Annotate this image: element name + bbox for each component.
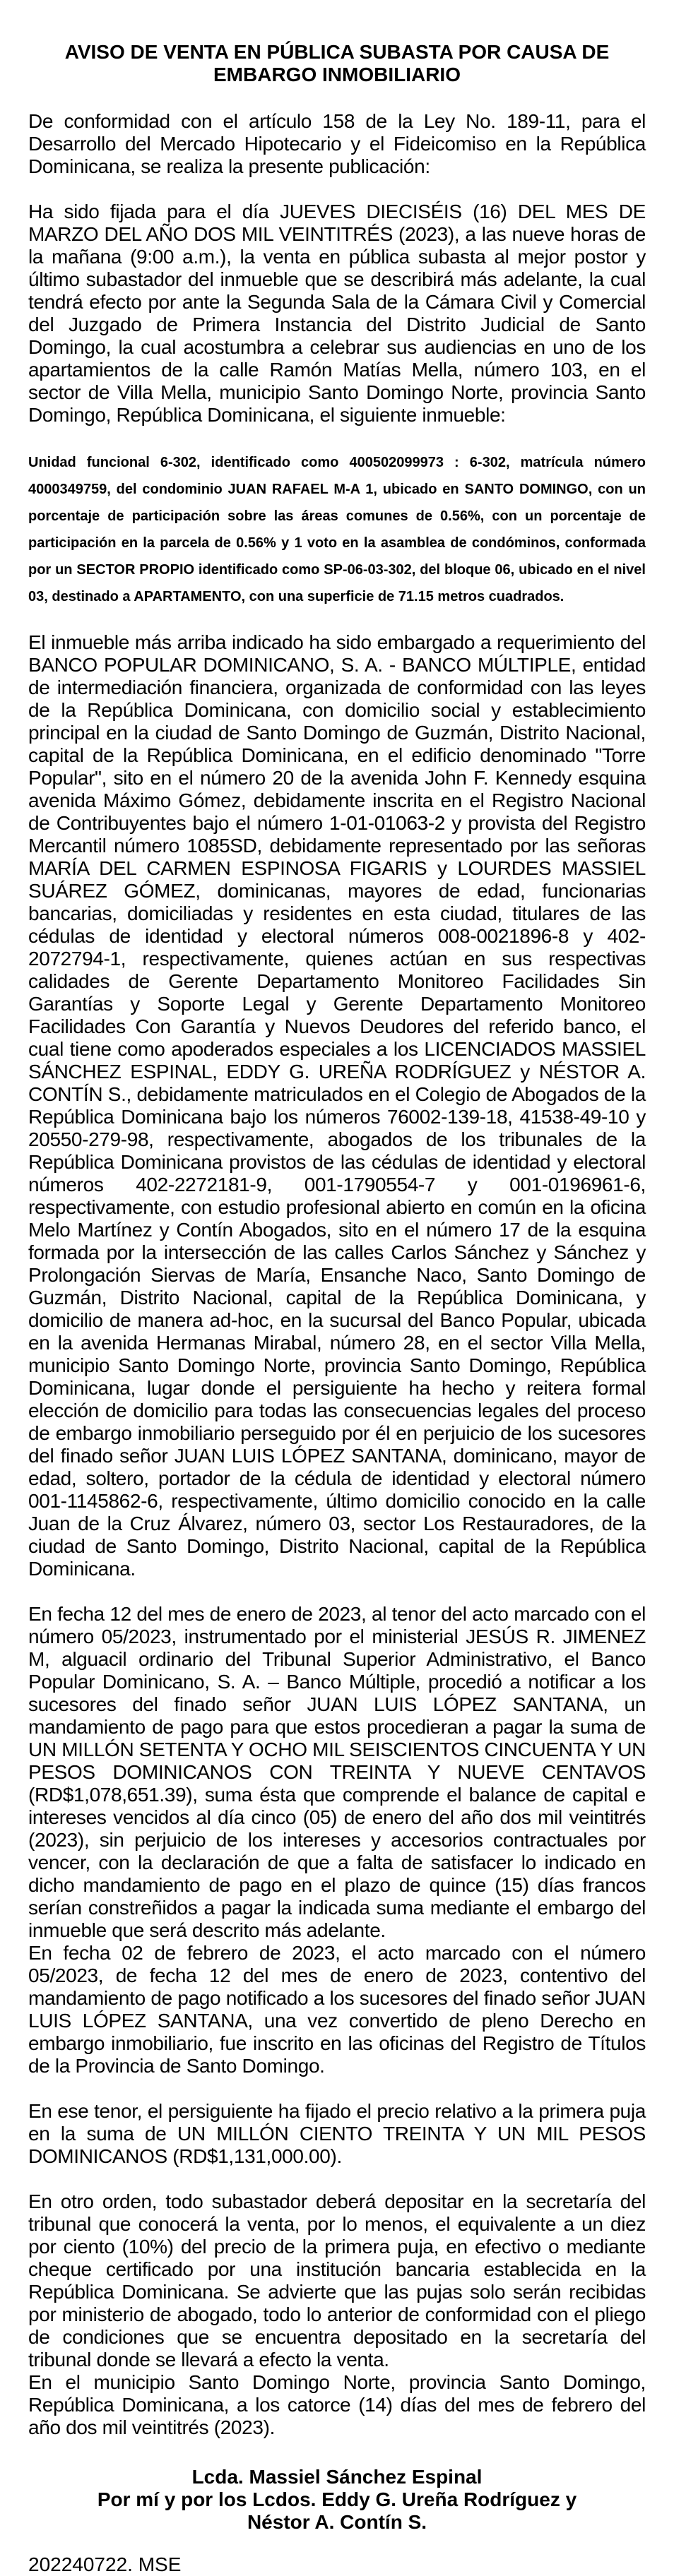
deposit-paragraph: En otro orden, todo subastador deberá depositar en la secretaría del tribunal que conocerá la venta, por lo menos, el equivalente a un diez por ciento (10%) del precio de la primera puja, en efectivo o mediante cheque certificado por una institución bancaria establecida en la República Dominicana. Se advierte que las pujas solo serán recibidas por ministerio de abogado, todo lo anterior de conformidad con el pliego de condiciones que se encuentra depositado en la secretaría del tribunal donde se llevará a efecto la venta. <box>28 2190 646 2371</box>
creditor-paragraph: El inmueble más arriba indicado ha sido embargado a requerimiento del BANCO POPULAR DOMINICANO, S. A. - BANCO MÚLTIPLE, entidad de intermediación financiera, organizada de conformidad con las leyes de la República Dominicana, con domicilio social y establecimiento principal en la ciudad de Santo Domingo de Guzmán, Distrito Nacional, capital de la República Dominicana, en el edificio denominado "Torre Popular", sito en el número 20 de la avenida John F. Kennedy esquina avenida Máximo Gómez, debidamente inscrita en el Registro Nacional de Contribuyentes bajo el número 1-01-01063-2 y provista del Registro Mercantil número 1085SD, debidamente representado por las señoras MARÍA DEL CARMEN ESPINOSA FIGARIS y LOURDES MASSIEL SUÁREZ GÓMEZ, dominicanas, mayores de edad, funcionarias bancarias, domiciliadas y residentes en esta ciudad, titulares de las cédulas de identidad y electoral números 008-0021896-8 y 402-2072794-1, respectivamente, quienes actúan en sus respectivas calidades de Gerente Departamento Monitoreo Facilidades Sin Garantías y Soporte Legal y Gerente Departamento Monitoreo Facilidades Con Garantía y Nuevos Deudores del referido banco, el cual tiene como apoderados especiales a los LICENCIADOS MASSIEL SÁNCHEZ ESPINAL, EDDY G. UREÑA RODRÍGUEZ y NÉSTOR A. CONTÍN S., debidamente matriculados en el Colegio de Abogados de la República Dominicana bajo los números 76002-139-18, 41538-49-10 y 20550-279-98, respectivamente, abogados de los tribunales de la República Dominicana provistos de las cédulas de identidad y electoral números 402-2272181-9, 001-1790554-7 y 001-0196961-6, respectivamente, con estudio profesional abierto en común en la oficina Melo Martínez y Contín Abogados, sito en el número 17 de la esquina formada por la intersección de las calles Carlos Sánchez y Sánchez y Prolongación Siervas de María, Ensanche Naco, Santo Domingo de Guzmán, Distrito Nacional, capital de la República Dominicana, y domicilio de manera ad-hoc, en la sucursal del Banco Popular, ubicada en la avenida Hermanas Mirabal, número 28, en el sector Villa Mella, municipio Santo Domingo Norte, provincia Santo Domingo, República Dominicana, lugar donde el persiguiente ha hecho y reitera formal elección de domicilio para todas las consecuencias legales del proceso de embargo inmobiliario perseguido por él en perjuicio de los sucesores del finado señor JUAN LUIS LÓPEZ SANTANA, dominicano, mayor de edad, soltero, portador de la cédula de identidad y electoral número 001-1145862-6, respectivamente, último domicilio conocido en la calle Juan de la Cruz Álvarez, número 03, sector Los Restauradores, de la ciudad de Santo Domingo, Distrito Nacional, capital de la República Dominicana. <box>28 631 646 1580</box>
signature-block <box>28 2466 646 2534</box>
payment-order-paragraph: En fecha 12 del mes de enero de 2023, al tenor del acto marcado con el número 05/2023, instrumentado por el ministerial JESÚS R. JIMENEZ M, alguacil ordinario del Tribunal Superior Administrativo, el Banco Popular Dominicano, S. A. – Banco Múltiple, procedió a notificar a los sucesores del finado señor JUAN LUIS LÓPEZ SANTANA, un mandamiento de pago para que estos procedieran a pagar la suma de UN MILLÓN SETENTA Y OCHO MIL SEISCIENTOS CINCUENTA Y UN PESOS DOMINICANOS CON TREINTA Y NUEVE CENTAVOS (RD$1,078,651.39), suma ésta que comprende el balance de capital e intereses vencidos al día cinco (05) de enero del año dos mil veintitrés (2023), sin perjuicio de los intereses y accesorios contractuales por vencer, con la declaración de que a falta de satisfacer lo indicado en dicho mandamiento de pago en el plazo de quince (15) días francos serían constreñidos a pagar la indicada suma mediante el embargo del inmueble que será descrito más adelante. <box>28 1603 646 1941</box>
intro-paragraph: De conformidad con el artículo 158 de la Ley No. 189-11, para el Desarrollo del Mercado Hipotecario y el Fideicomiso en la República Dominicana, se realiza la presente publicación: <box>28 110 646 177</box>
reference-code: 202240722. MSE <box>28 2553 182 2575</box>
registration-paragraph: En fecha 02 de febrero de 2023, el acto marcado con el número 05/2023, de fecha 12 del mes de enero de 2023, contentivo del mandamiento de pago notificado a los sucesores del finado señor JUAN LUIS LÓPEZ SANTANA, una vez convertido de pleno Derecho en embargo inmobiliario, fue inscrito en las oficinas del Registro de Títulos de la Provincia de Santo Domingo. <box>28 1942 646 2077</box>
auction-date-paragraph: Ha sido fijada para el día JUEVES DIECISÉIS (16) DEL MES DE MARZO DEL AÑO DOS MIL VEINTITRÉS (2023), a las nueve horas de la mañana (9:00 a.m.), la venta en pública subasta al mejor postor y último subastador del inmueble que se describirá más adelante, la cual tendrá efecto por ante la Segunda Sala de la Cámara Civil y Comercial del Juzgado de Primera Instancia del Distrito Judicial de Santo Domingo, la cual acostumbra a celebrar sus audiencias en uno de los apartamientos de la calle Ramón Matías Mella, número 103, en el sector de Villa Mella, municipio Santo Domingo Norte, provincia Santo Domingo, República Dominicana, el siguiente inmueble: <box>28 201 646 426</box>
signature-line-3: Néstor A. Contín S. <box>247 2511 427 2533</box>
notice-title: AVISO DE VENTA EN PÚBLICA SUBASTA POR CAUSA DE EMBARGO INMOBILIARIO <box>64 41 610 85</box>
first-bid-paragraph: En ese tenor, el persiguiente ha fijado el precio relativo a la primera puja en la suma de UN MILLÓN CIENTO TREINTA Y UN MIL PESOS DOMINICANOS (RD$1,131,000.00). <box>28 2100 646 2167</box>
place-date-paragraph: En el municipio Santo Domingo Norte, provincia Santo Domingo, República Dominicana, a los catorce (14) días del mes de febrero del año dos mil veintitrés (2023). <box>28 2371 646 2438</box>
signature-line-2: Por mí y por los Lcdos. Eddy G. Ureña Rodríguez y <box>97 2488 577 2510</box>
signature-line-1: Lcda. Massiel Sánchez Espinal <box>191 2466 483 2488</box>
property-description: Unidad funcional 6-302, identificado como 400502099973 : 6-302, matrícula número 4000349759, del condominio JUAN RAFAEL M-A 1, ubicado en SANTO DOMINGO, con un porcentaje de participación sobre las áreas comunes de 0.56%, con un porcentaje de participación en la parcela de 0.56% y 1 voto en la asamblea de condóminos, conformada por un SECTOR PROPIO identificado como SP-06-03-302, del bloque 06, ubicado en el nivel 03, destinado a APARTAMENTO, con una superficie de 71.15 metros cuadrados. <box>28 455 646 604</box>
